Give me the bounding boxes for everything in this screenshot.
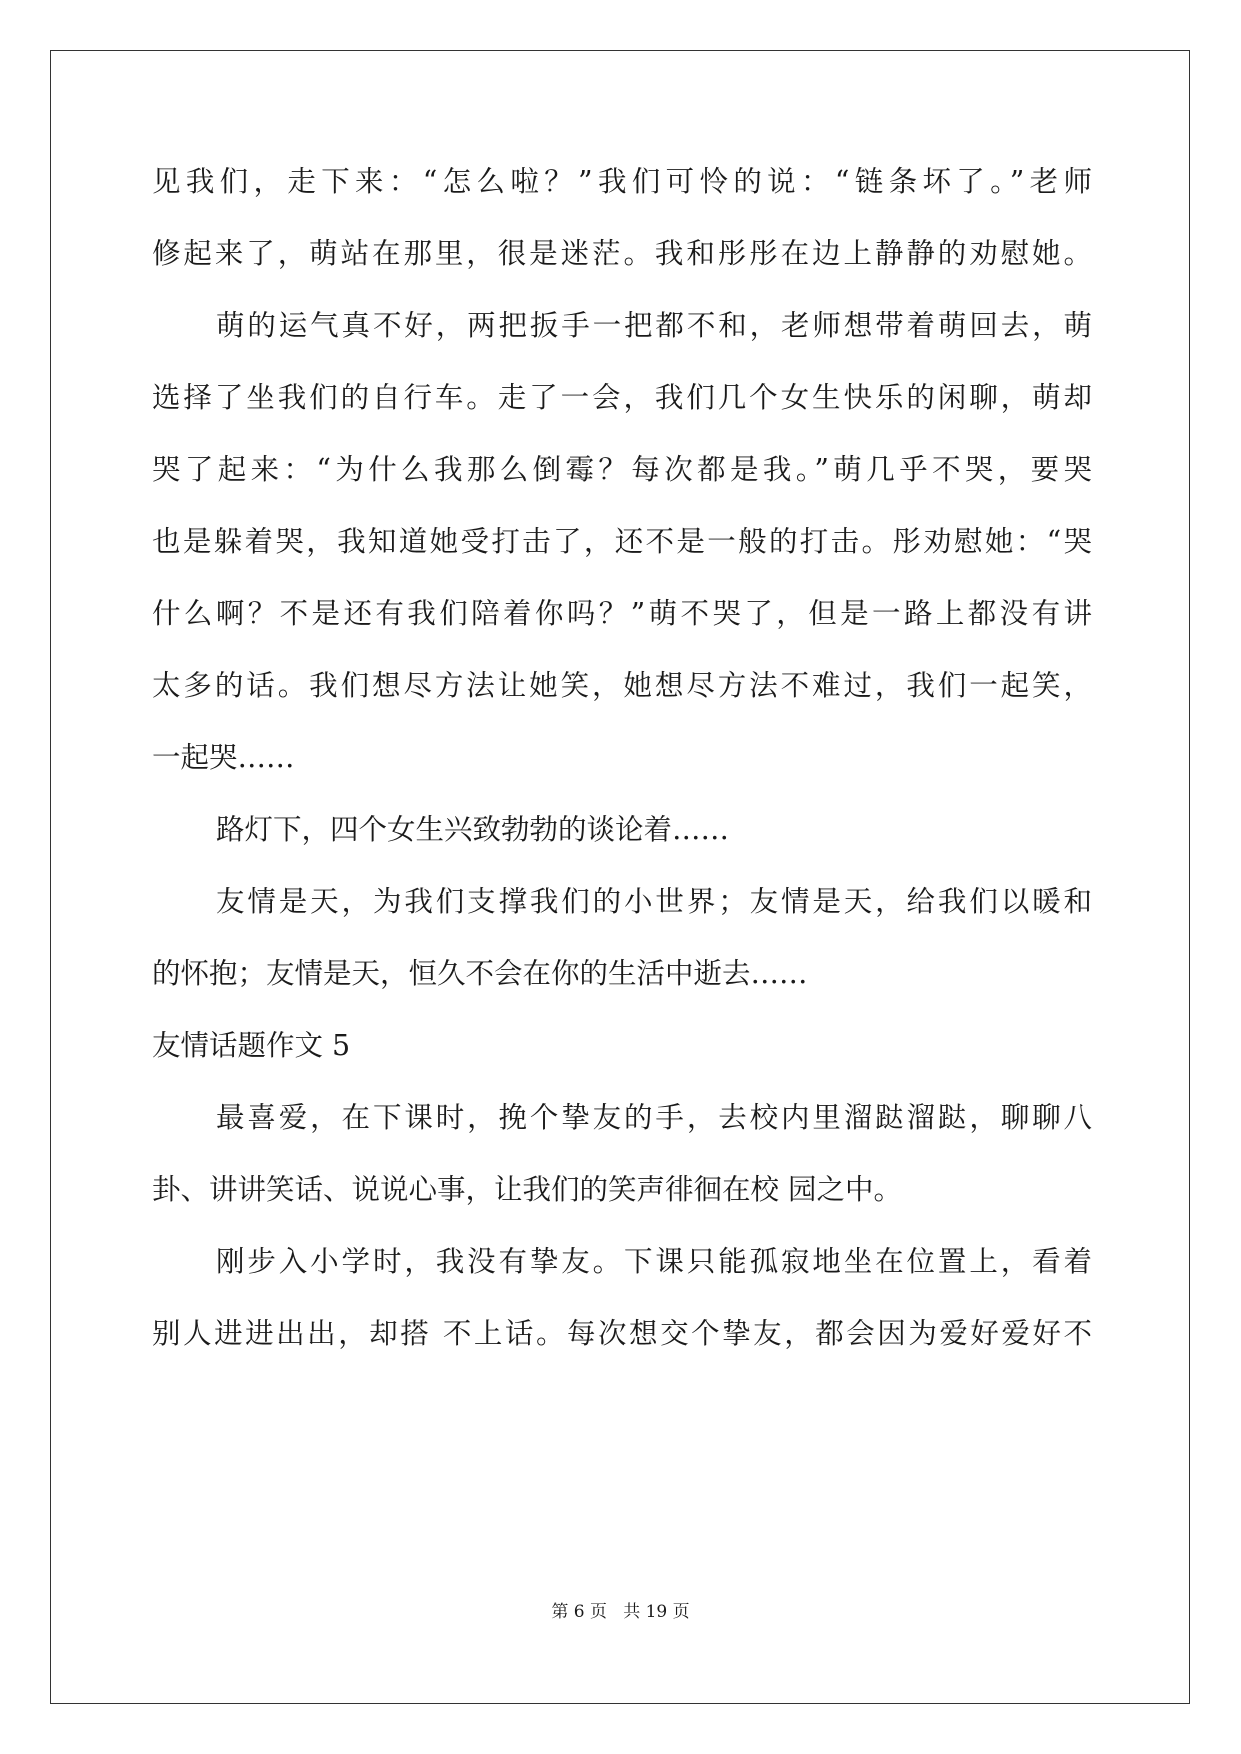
page-number-footer: 第 6 页 共 19 页: [551, 1602, 690, 1622]
text-line: 也是躲着哭，我知道她受打击了，还不是一般的打击。彤劝慰她：“哭: [152, 525, 1092, 558]
paragraph-start: 友情是天，为我们支撑我们的小世界；友情是天，给我们以暖和: [216, 885, 1092, 918]
text-line: 见我们，走下来：“怎么啦？”我们可怜的说：“链条坏了。”老师: [152, 165, 1092, 198]
paragraph-start: 萌的运气真不好，两把扳手一把都不和，老师想带着萌回去，萌: [216, 309, 1092, 342]
text-line: 什么啊？不是还有我们陪着你吗？”萌不哭了，但是一路上都没有讲: [152, 597, 1092, 630]
text-line: 太多的话。我们想尽方法让她笑，她想尽方法不难过，我们一起笑，: [152, 669, 1092, 702]
paragraph-start: 路灯下，四个女生兴致勃勃的谈论着……: [216, 813, 730, 846]
text-line: 哭了起来：“为什么我那么倒霉？每次都是我。”萌几乎不哭，要哭: [152, 453, 1092, 486]
text-line: 选择了坐我们的自行车。走了一会，我们几个女生快乐的闲聊，萌却: [152, 381, 1092, 414]
text-line: 修起来了，萌站在那里，很是迷茫。我和彤彤在边上静静的劝慰她。: [152, 237, 1092, 270]
text-line: 别人进进出出，却搭 不上话。每次想交个挚友，都会因为爱好爱好不: [152, 1317, 1092, 1350]
paragraph-start: 最喜爱，在下课时，挽个挚友的手，去校内里溜跶溜跶，聊聊八: [216, 1101, 1092, 1134]
text-line: 卦、讲讲笑话、说说心事，让我们的笑声徘徊在校 园之中。: [152, 1173, 903, 1206]
page-border: [50, 50, 1190, 1704]
text-line: 一起哭……: [152, 741, 295, 774]
paragraph-start: 刚步入小学时，我没有挚友。下课只能孤寂地坐在位置上，看着: [216, 1245, 1092, 1278]
section-heading: 友情话题作文 5: [152, 1029, 351, 1062]
text-line: 的怀抱；友情是天，恒久不会在你的生活中逝去……: [152, 957, 808, 990]
